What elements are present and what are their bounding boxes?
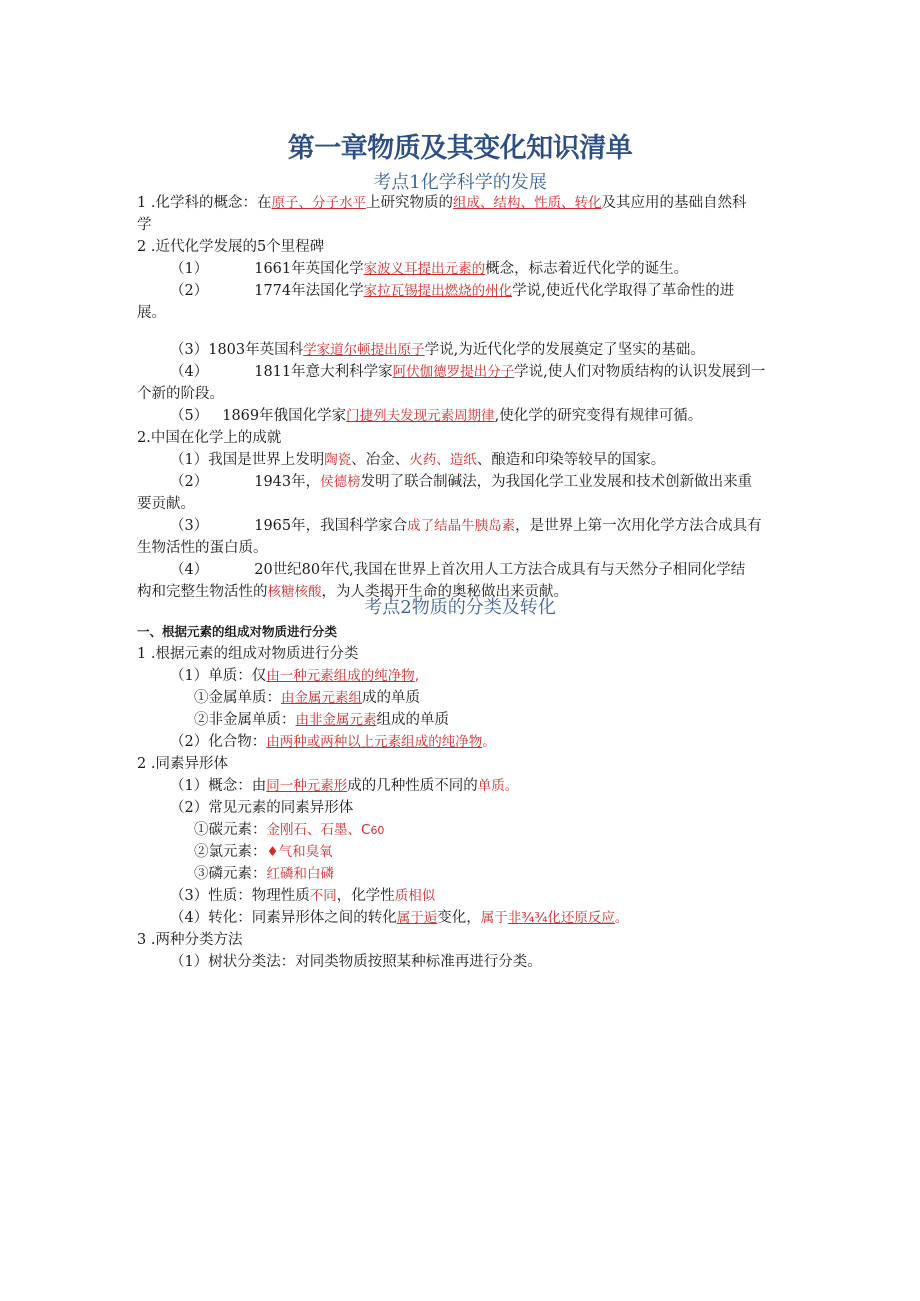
text: 成的几种性质不同的 (347, 778, 478, 794)
item-classification: 1 .根据元素的组成对物质进行分类 (137, 646, 359, 662)
answer-text: 由两种或两种以上元素组成的纯净物 (266, 734, 483, 750)
text: 组成的单质 (376, 712, 449, 728)
milestone-1 (170, 258, 688, 280)
answer-text: 由非金属元素 (295, 712, 377, 728)
answer-text: 门捷列夫发现元素周期律 (346, 408, 495, 424)
answer-text: 原子、分子水平 (271, 195, 366, 211)
answer-text: ♦气和臭氧 (266, 844, 333, 860)
answer-text: 学家道尔顿提出原子 (303, 342, 425, 358)
answer-text: 不同 (309, 888, 337, 904)
paragraph-chemistry-concept (137, 192, 746, 214)
item-nonmetal-element (194, 709, 449, 731)
milestone-4-cont: 个新的阶段。 (137, 386, 224, 402)
answer-text: 由一种元素组成的纯净物 (266, 668, 415, 684)
item-number: （2） (170, 474, 209, 490)
section-2-heading: 考点2物质的分类及转化 (364, 597, 556, 618)
item-tree-classification: （1）树状分类法：对同类物质按照某种标准再进行分类。 (170, 954, 542, 970)
answer-text: 属于 (480, 910, 508, 926)
text: 发明了联合制碱法，为我国化学工业发展和技术创新做出来重 (360, 474, 753, 490)
china-achievement-3 (170, 515, 762, 537)
heading-china-achievements: 2.中国在化学上的成就 (137, 430, 282, 446)
item-phosphorus (194, 863, 334, 885)
text: （3）1803年英国科 (170, 342, 304, 358)
text: ①碳元素： (194, 822, 267, 838)
answer-text: 成了结晶牛胰岛素 (407, 518, 516, 534)
text: ,使化学的研究变得有规律可循。 (494, 408, 703, 424)
text: ，是世界上第一次用化学方法合成具有 (515, 518, 762, 534)
milestone-5 (170, 405, 702, 427)
text: 。 (504, 778, 519, 794)
text: （1）我国是世界上发明 (170, 452, 325, 468)
answer-text: 同一种元素形 (266, 778, 348, 794)
item-number: （3） (170, 518, 209, 534)
subscript: 60 (370, 824, 385, 837)
text: 及其应用的基础自然科 (601, 195, 747, 211)
text: 、冶金、 (351, 452, 410, 468)
milestone-2-cont: 展。 (137, 305, 166, 321)
milestone-3 (170, 339, 705, 361)
milestone-2 (170, 280, 734, 302)
china-achievement-3-cont: 生物活性的蛋白质。 (137, 540, 268, 556)
milestone-4 (170, 361, 765, 383)
item-conversion (170, 907, 628, 929)
text: 1774年法国化学 (254, 283, 364, 299)
text: 学说,为近代化学的发展奠定了坚实的基础。 (424, 342, 705, 358)
answer-text: 质相似 (394, 888, 436, 904)
item-number: （1） (170, 261, 209, 277)
answer-text: 非¾¾化还原反应 (507, 910, 615, 926)
text: 成的单质 (362, 690, 420, 706)
answer-text: 家拉瓦锡提出燃烧的州化 (363, 283, 513, 299)
item-chlorine (194, 841, 333, 863)
answer-text: 火药、造纸 (409, 452, 477, 468)
text: 。 (614, 910, 629, 926)
item-number: （4） (170, 562, 209, 578)
text: 学说,使近代化学取得了革命性的进 (512, 283, 735, 299)
page-title: 第一章物质及其变化知识清单 (287, 133, 633, 164)
answer-text: 阿伏伽德罗提出分子 (392, 364, 515, 380)
item-compound (170, 731, 496, 753)
answer-text: 陶瓷 (324, 452, 352, 468)
text: 构和完整生物活性的 (137, 584, 268, 600)
text: , (414, 668, 420, 684)
text: ，为人类揭开生命的奥秘做出来贡献。 (321, 584, 568, 600)
answer-text: 、C (347, 822, 371, 838)
answer-text: 家波义耳提出元素的 (363, 261, 486, 277)
paragraph-chemistry-concept-cont: 学 (137, 217, 152, 233)
text: 上研究物质的 (365, 195, 453, 211)
china-achievement-4 (170, 559, 745, 581)
item-number: （5） (170, 408, 209, 424)
text: ①金属单质： (194, 690, 281, 706)
heading-milestones: 2 .近代化学发展的5个里程碑 (137, 239, 325, 255)
text: ，化学性 (336, 888, 395, 904)
text: 20世纪80年代,我国在世界上首次用人工方法合成具有与天然分子相同化学结 (254, 562, 746, 578)
answer-text: 金刚石、石墨 (266, 822, 348, 838)
item-properties (170, 885, 435, 907)
item-carbon (194, 819, 384, 842)
text: ③磷元素： (194, 866, 267, 882)
section-1-heading: 考点1化学科学的发展 (373, 172, 547, 193)
answer-text: 侯德榜 (320, 474, 361, 490)
text: ②氯元素： (194, 844, 267, 860)
text: 1 .化学科的概念：在 (137, 195, 272, 211)
text: 1869年俄国化学家 (222, 408, 347, 424)
item-classification-methods: 3 .两种分类方法 (137, 932, 243, 948)
answer-text: 由金属元素组 (281, 690, 362, 706)
answer-text: 组成、结构、性质、转化 (452, 195, 602, 211)
answer-text: 单质 (477, 778, 505, 794)
text: （1）概念：由 (170, 778, 267, 794)
text: 。 (482, 734, 496, 750)
text: （1）单质：仅 (170, 668, 267, 684)
item-element-substance (170, 665, 419, 687)
text: 变化， (437, 910, 481, 926)
text: （4）转化：同素异形体之间的转化 (170, 910, 397, 926)
china-achievement-2 (170, 471, 752, 493)
item-allotrope-concept (170, 775, 518, 797)
item-metal-element (194, 687, 420, 709)
item-number: （4） (170, 364, 209, 380)
answer-text: 核糖核酸 (267, 584, 322, 600)
text: 学说,使人们对物质结构的认识发展到一 (514, 364, 766, 380)
item-allotrope: 2 .同素异形体 (137, 756, 228, 772)
text: 、酿造和印染等较早的国家。 (476, 452, 666, 468)
text: ②非金属单质： (194, 712, 296, 728)
item-number: （2） (170, 283, 209, 299)
answer-text: 红磷和白磷 (266, 866, 334, 882)
answer-text: 属于逅 (396, 910, 438, 926)
text: 1943年， (254, 474, 321, 490)
text: 1661年英国化学 (254, 261, 364, 277)
text: （3）性质：物理性质 (170, 888, 310, 904)
item-common-allotropes: （2）常见元素的同素异形体 (170, 800, 354, 816)
china-achievement-1 (170, 449, 665, 471)
text: （2）化合物： (170, 734, 267, 750)
text: 1965年，我国科学家合 (254, 518, 408, 534)
china-achievement-2-cont: 要贡献。 (137, 496, 195, 512)
text: 1811年意大利科学家 (254, 364, 393, 380)
text: 概念，标志着近代化学的诞生。 (485, 261, 689, 277)
subsection-heading: 一、根据元素的组成对物质进行分类 (137, 624, 338, 639)
